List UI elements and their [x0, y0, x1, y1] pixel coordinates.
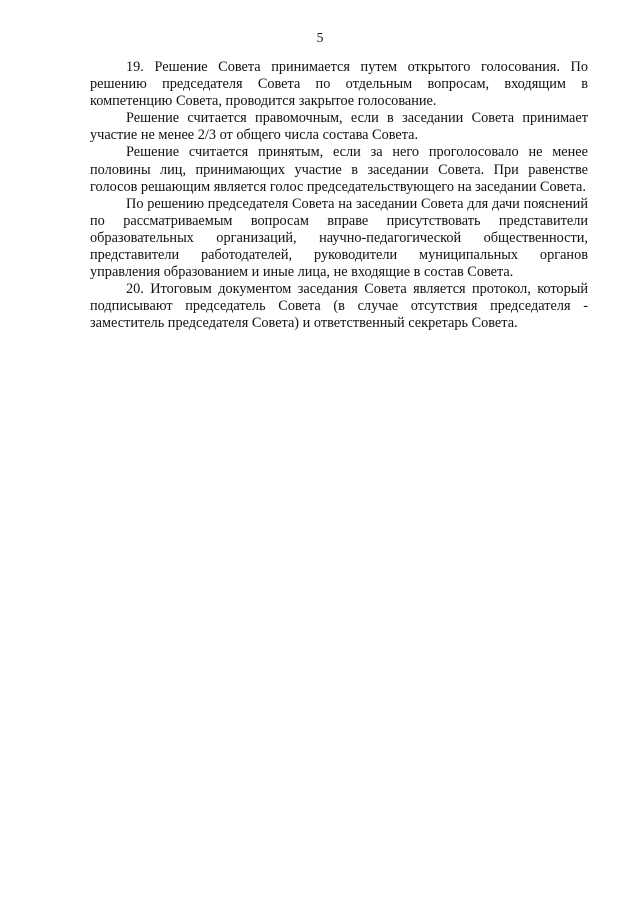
page-number: 5: [316, 30, 324, 45]
document-body: [90, 59, 588, 333]
paragraph-19-voting: 19. Решение Совета принимается путем открытого голосования. По решению председателя Совета по отдельным вопросам, входящим в компетенцию Совета, проводится закрытое голосование.: [90, 59, 588, 110]
paragraph-quorum: Решение считается правомочным, если в заседании Совета принимает участие не менее 2/3 от общего числа состава Совета.: [90, 110, 588, 144]
paragraph-decision-adopted: Решение считается принятым, если за него проголосовало не менее половины лиц, принимающих участие в заседании Совета. При равенстве голосов решающим является голос председательствующего на заседании Совета.: [90, 144, 588, 195]
paragraph-invited-persons: По решению председателя Совета на заседании Совета для дачи пояснений по рассматриваемым вопросам вправе присутствовать представители образовательных организаций, научно-педагогической общественности, представители работодателей, руководители муниципальных органов управления образованием и иные лица, не входящие в состав Совета.: [90, 195, 588, 281]
paragraph-20-protocol: 20. Итоговым документом заседания Совета является протокол, который подписывают председатель Совета (в случае отсутствия председателя - заместитель председателя Совета) и ответственный секретарь Совета.: [90, 281, 588, 332]
